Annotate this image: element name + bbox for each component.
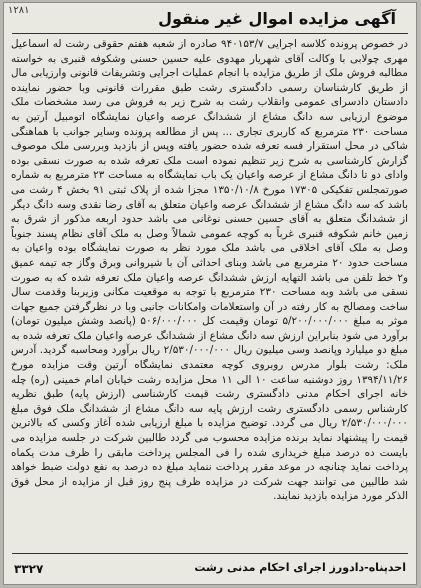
notice-title: آگهی مزایده اموال غیر منقول — [158, 9, 396, 28]
bottom-divider — [12, 553, 408, 554]
notice-clipping — [3, 2, 417, 585]
notice-body: در خصوص پرونده کلاسه اجرایی ۹۴۰۱۵۳/۷ صادره از شعبه هفتم حقوقی رشت له اسماعیل مهری چولابی با وکالت آقای شهریار مهدوی علیه حسین حسنی وشکوفه قنبری به خواسته مطالبه فروش ملک از طریق مزایده با انجام عملیات اجرایی وتشریفات قانونی وارزیابی مال از طریق کارشناسان رسمی دادگستری رشت طبق مقررات قانونی وبا حضور نماینده دادستان دادسرای عمومی وانقلاب رشت به شرح زیر به فروش می رسد مشخصات ملک موضوع ارزیابی سه دانگ مشاع از ششدانگ عرصه واعیان نمایشگاه اتومبیل آرتین به مساحت ۲۳۰ مترمربع که کاربری تجاری ... پس از مطالعه پرونده وسایر جوانب با هماهنگی شاکی در محل استقرار فسه تعرفه شده حضور یافته وپس از بازدید وبررسی ملک موصوف گزارش کارشناسی به شرح زیر تنظیم نموده است ملک تعرفه شده به صورت نسقی بوده وادای دو تا دانگ مشاع از عرصه واعیان یک باب نمایشگاه به مساحت ۲۳ مترمربع به شماره صورتمجلس تفکیکی ۱۷۳۰۵ مورخ ۱۳۵۰/۱۰/۸ مجزا شده از پلاک ثبتی ۹۱ بخش ۴ رشت می باشد که سه دانگ مشاع از ششدانگ عرصه واعیان متعلق به آقای رضا نقدی وسه دانگ دیگر از ششدانگ متعلق به آقای حسین حسنی نوغانی می باشد حدود اربعه مذکور از شرق به زمین خانم شکوفه قنبری غرباً به کوچه عمومی شمالاً وصل به ملک آقای نظام پسند جنوباً وصل به ملک آقای اخلاقی می باشد ملک مورد نظر به صورت نمایشگاه بوده واعیان به مساحت حدود ۲۰ مترمربع می باشد وبنای احداثی آن با شیروانی وبرق وگاز جه تیمه عمیق و۲ خط تلفن می باشد التهایه ارزش ششدانگ عرصه واعیان ملک تعرفه شده که به صورت نسقی می باشد وبه مساحت ۲۳۰ مترمربع با توجه به موقعیت مکانی وزیربنا وقدمت سال ساخت ومصالح به کار رفته در آن واستعلامات وامکانات جانبی وبا در نظرگرفتن جمیع جهات موثر به مبلغ ۵/۲۰۰/۰۰۰/۰۰۰ تومان وقیمت کل ۵۰۶/۰۰۰/۰۰۰ (پانصد وشش میلیون تومان) برآورد می شود بنابراین ارزش سه دانگ مشاع از ششدانگ عرصه واعیان ملک تعرفه شده به مبلغ دو میلیارد وپانصد وسی میلیون ریال ۲/۵۳۰/۰۰۰/۰۰۰ ریال برآورد ومحاسبه گردید. آدرس ملک: رشت بلوار مدرس روبروی کوچه معتمدی نمایشگاه آرتین وقت مزایده مورخ ۱۳۹۴/۱۱/۲۶ روز دوشنبه ساعت ۱۰ الی ۱۱ محل مزایده رشت خیابان امام خمینی (ره) چله خانه اجرای احکام مدنی دادگستری رشت قیمت کارشناسی (ارزش پایه) طبق نظریه کارشناس رسمی دادگستری رشت ارزش پایه سه دانگ مشاع از ششدانگ ملک فوق مبلغ ۲/۵۳۰/۰۰۰/۰۰۰ ریال می گردد. توضیح مزایده با مبلغ ارزیابی شده آغاز وکسی که بالاترین قیمت را پیشنهاد نماید برنده مزایده محسوب می گردد طالبین شرکت در جلسه مزایده می بایست ده درصد مبلغ خریداری شده را فی المجلس پرداخت مابقی را ظرف مدت یکماه پرداخت نماید چنانچه در موعد مقرر پرداخت ننماید مبلغ ده درصد به نفع دولت ضبط خواهد شد طالبین می توانند جهت شرکت در مزایده ظرف پنج روز قبل از مزایده از محل فوق الذکر مورد مزایده بازدید نمایند. — [11, 38, 408, 503]
title-divider — [12, 33, 408, 34]
corner-label: ۱۲۸۱ — [8, 5, 30, 16]
notice-signature: احدپناه-دادورز اجرای احکام مدنی رشت — [194, 561, 406, 574]
ad-number: ۳۳۲۷ — [14, 562, 44, 576]
